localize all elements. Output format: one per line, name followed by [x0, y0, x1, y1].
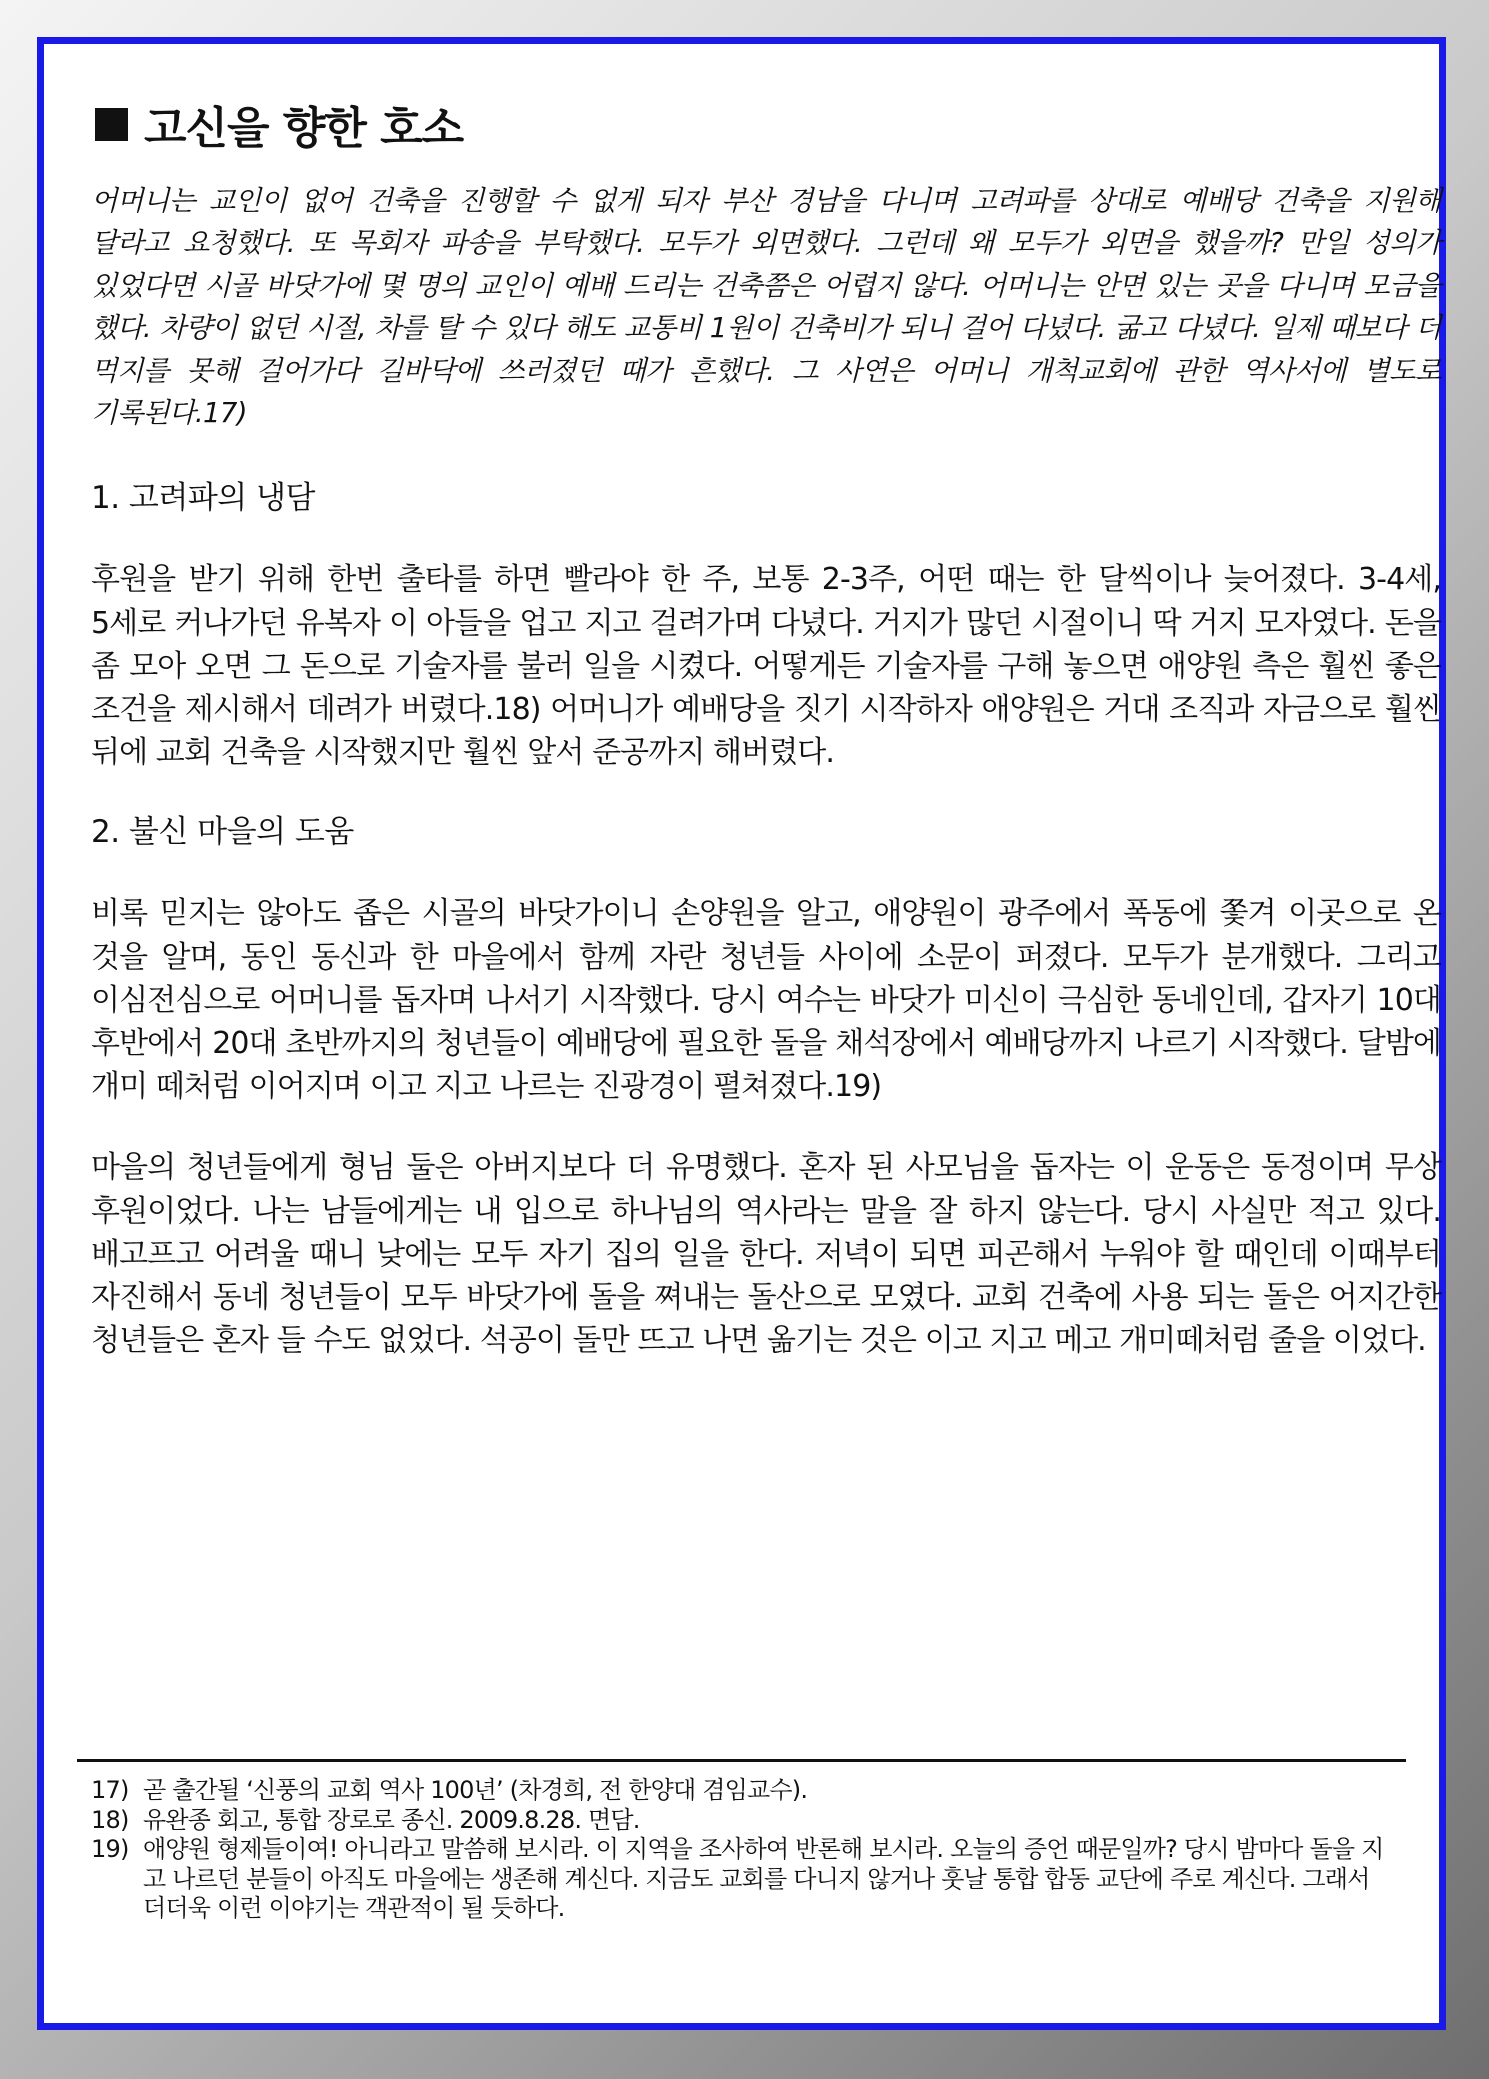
footnotes [91, 1776, 1391, 1924]
main-content [91, 92, 1441, 1400]
footnote-item [91, 1806, 1391, 1836]
document-page [37, 37, 1446, 2030]
section-heading: 1. 고려파의 냉담 [91, 480, 315, 517]
section-2 [91, 812, 1441, 1362]
footnote-text: 유완종 회고, 통합 장로로 종신. 2009.8.28. 면담. [143, 1805, 640, 1834]
footnote-item [91, 1835, 1391, 1924]
footnote-divider [77, 1759, 1406, 1762]
page-title-text: 고신을 향한 호소 [144, 103, 464, 154]
black-square-icon [95, 108, 128, 141]
section-heading: 2. 불신 마을의 도움 [91, 814, 354, 851]
body-paragraph: 마을의 청년들에게 형님 둘은 아버지보다 더 유명했다. 혼자 된 사모님을 돕자는 이 운동은 동정이며 무상 후원이었다. 나는 남들에게는 내 입으로 하나님의 역사라는 말을 잘 하지 않는다. 당시 사실만 적고 있다. 배고프고 어려울 때니 낮에는 모두 자기 집의 일을 한다. 저녁이 되면 피곤해서 누워야 할 때인데 이때부터 자진해서 동네 청년들이 모두 바닷가에 돌을 쪄내는 돌산으로 모였다. 교회 건축에 사용 되는 돌은 어지간한 청년들은 혼자 들 수도 없었다. 석공이 돌만 뜨고 나면 옮기는 것은 이고 지고 메고 개미떼처럼 줄을 이었다. [91, 1150, 1441, 1359]
footnote-text: 곧 출간될 ‘신풍의 교회 역사 100년’ (차경희, 전 한양대 겸임교수). [143, 1776, 808, 1804]
footnote-item [91, 1776, 1391, 1806]
footnote-number: 19) [91, 1835, 129, 1863]
intro-paragraph: 어머니는 교인이 없어 건축을 진행할 수 없게 되자 부산 경남을 다니며 고려파를 상대로 예배당 건축을 지원해 달라고 요청했다. 또 목회자 파송을 부탁했다. 모두가 외면했다. 그런데 왜 모두가 외면을 했을까? 만일 성의가 있었다면 시골 바닷가에 몇 명의 교인이 예배 드리는 건축쯤은 어렵지 않다. 어머니는 안면 있는 곳을 다니며 모금을 했다. 차량이 없던 시절, 차를 탈 수 있다 해도 교통비 1원이 건축비가 되니 걸어 다녔다. 굶고 다녔다. 일제 때보다 더 먹지를 못해 걸어가다 길바닥에 쓰러졌던 때가 흔했다. 그 사연은 어머니 개척교회에 관한 역사서에 별도로 기록된다.17) [91, 185, 1441, 430]
footnote-text: 애양원 형제들이여! 아니라고 말씀해 보시라. 이 지역을 조사하여 반론해 보시라. 오늘의 증언 때문일까? 당시 밤마다 돌을 지고 나르던 분들이 아직도 마을에는 생존해 계신다. 지금도 교회를 다니지 않거나 훗날 통합 합동 교단에 주로 계신다. 그래서 더더욱 이런 이야기는 객관적이 될 듯하다. [143, 1835, 1384, 1922]
page-title [95, 92, 1441, 156]
footnote-number: 17) [91, 1776, 129, 1804]
body-paragraph: 비록 믿지는 않아도 좁은 시골의 바닷가이니 손양원을 알고, 애양원이 광주에서 폭동에 쫓겨 이곳으로 온 것을 알며, 동인 동신과 한 마을에서 함께 자란 청년들 사이에 소문이 퍼졌다. 모두가 분개했다. 그리고 이심전심으로 어머니를 돕자며 나서기 시작했다. 당시 여수는 바닷가 미신이 극심한 동네인데, 갑자기 10대 후반에서 20대 초반까지의 청년들이 예배당에 필요한 돌을 채석장에서 예배당까지 나르기 시작했다. 달밤에 개미 떼처럼 이어지며 이고 지고 나르는 진광경이 펼쳐졌다.19) [91, 896, 1441, 1105]
body-paragraph: 후원을 받기 위해 한번 출타를 하면 빨라야 한 주, 보통 2-3주, 어떤 때는 한 달씩이나 늦어졌다. 3-4세, 5세로 커나가던 유복자 이 아들을 업고 지고 걸려가며 다녔다. 거지가 많던 시절이니 딱 거지 모자였다. 돈을 좀 모아 오면 그 돈으로 기술자를 불러 일을 시켰다. 어떻게든 기술자를 구해 놓으면 애양원 측은 훨씬 좋은 조건을 제시해서 데려가 버렸다.18) 어머니가 예배당을 짓기 시작하자 애양원은 거대 조직과 자금으로 훨씬 뒤에 교회 건축을 시작했지만 훨씬 앞서 준공까지 해버렸다. [91, 562, 1441, 771]
section-1 [91, 478, 1441, 774]
footnote-number: 18) [91, 1805, 129, 1834]
